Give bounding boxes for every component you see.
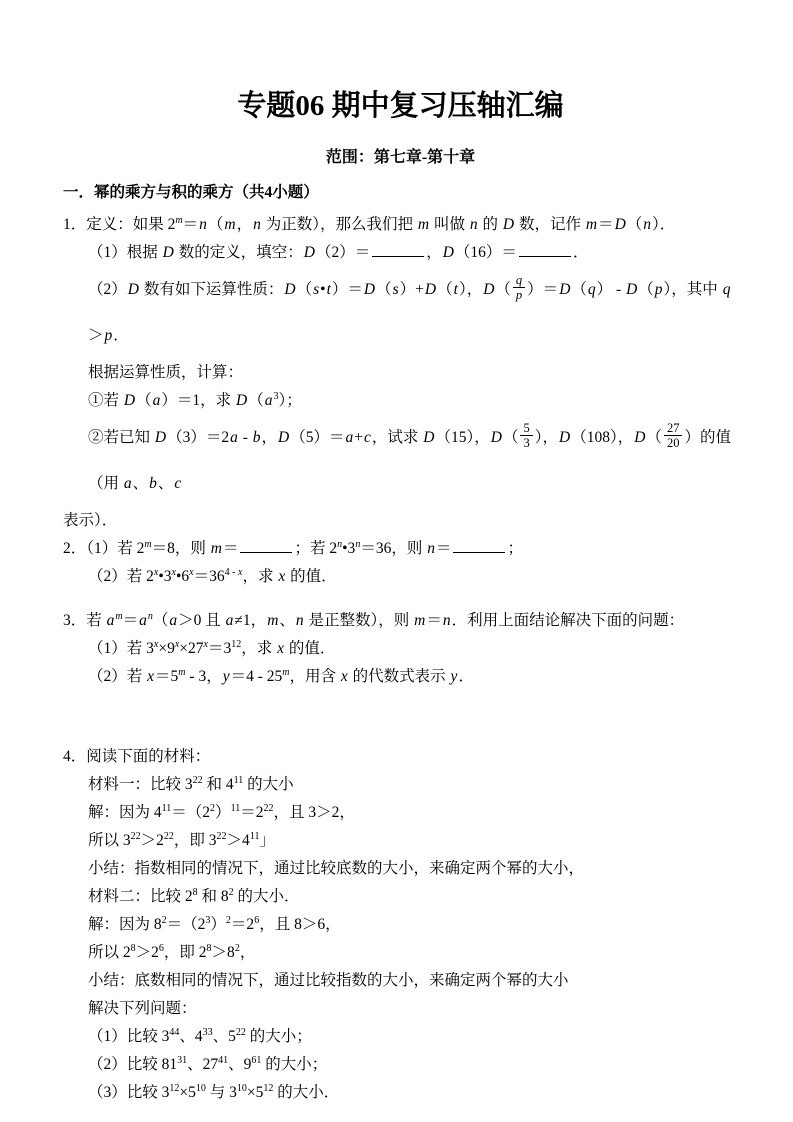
math-superscript: 11 xyxy=(230,802,241,814)
math-variable: n xyxy=(469,215,478,233)
math-superscript: m xyxy=(144,538,152,550)
math-superscript: 2 xyxy=(234,942,240,954)
math-variable: n xyxy=(199,215,207,233)
math-superscript: x xyxy=(189,566,194,578)
math-variable: D xyxy=(278,428,290,446)
q1-compute-1: ①若 D（a）＝1，求 $D(a^3)$； xyxy=(88,390,302,409)
math-superscript: x xyxy=(153,566,159,578)
math-variable: a xyxy=(123,474,132,492)
q4-intro: 4．阅读下面的材料： xyxy=(63,747,211,765)
math-variable: x xyxy=(278,567,286,585)
q4-material1-solution: 解：因为 $4^{11}=(2^2)^{11}=2^{22}$，且 3＞2， xyxy=(88,802,355,821)
math-variable: b xyxy=(252,428,261,446)
math-superscript: n xyxy=(147,610,153,622)
math-variable: m xyxy=(585,215,598,233)
math-superscript: m xyxy=(115,610,123,622)
math-variable: a xyxy=(169,611,178,629)
math-variable: m xyxy=(210,539,222,557)
q3-part1: （1）若 $3^x\times 9^x\times 27^x=3^{12}$，求 x 的值． xyxy=(88,638,336,657)
math-superscript: 22 xyxy=(163,830,174,842)
answer-blank xyxy=(453,539,505,553)
math-superscript: 3 xyxy=(273,390,279,402)
math-superscript: 22 xyxy=(263,802,274,814)
q4-material1-conclusion: 所以 $3^{22}>2^{22}$，即 $3^{22}>4^{11}$」 xyxy=(88,830,275,849)
math-superscript: 11 xyxy=(233,774,244,786)
math-variable: D xyxy=(123,391,136,409)
q4-material2-solution: 解：因为 $8^2=(2^3)^2=2^6$，且 8＞6， xyxy=(88,914,341,933)
math-variable: a xyxy=(264,391,273,409)
answer-blank xyxy=(519,243,571,257)
math-superscript: 11 xyxy=(249,830,260,842)
answer-blank xyxy=(240,539,292,553)
q2-part2: （2）若 $2^x•3^x•6^x=36^{4 - x}$，求 x 的值． xyxy=(88,566,337,585)
math-superscript: 22 xyxy=(192,774,203,786)
math-variable: D xyxy=(284,280,296,298)
math-variable: D xyxy=(236,391,248,409)
q3-intro: 3．若 $a^m=a^n(a>0$ 且 a≠1，m、n 是正整数），则 m＝n．利用上面结论解决下面的问题： xyxy=(63,610,685,629)
math-superscript: m xyxy=(178,666,186,678)
math-variable: D xyxy=(162,243,174,261)
math-variable: D xyxy=(502,215,515,233)
math-variable: a xyxy=(139,611,147,629)
math-variable: t xyxy=(453,280,458,298)
math-variable: t xyxy=(326,280,331,298)
math-superscript: 8 xyxy=(130,942,136,954)
math-superscript: 10 xyxy=(195,1082,206,1094)
math-superscript: x xyxy=(174,638,180,650)
math-variable: y xyxy=(450,667,458,685)
math-superscript: n xyxy=(355,538,361,550)
math-superscript: 6 xyxy=(254,914,260,926)
math-variable: c xyxy=(364,428,371,446)
q4-material1-summary: 小结：指数相同的情况下，通过比较底数的大小，来确定两个幂的大小， xyxy=(88,859,585,877)
math-variable: D xyxy=(423,428,435,446)
math-variable: m xyxy=(267,611,279,629)
document-subtitle: 范围：第七章-第十章 xyxy=(325,149,476,167)
math-superscript: 4 - x xyxy=(224,566,243,578)
math-superscript: 10 xyxy=(236,1082,247,1094)
math-superscript: 3 xyxy=(205,914,211,926)
math-superscript: 12 xyxy=(169,1082,180,1094)
math-superscript: 44 xyxy=(169,1026,180,1038)
math-superscript: 2 xyxy=(228,886,234,898)
math-superscript: 41 xyxy=(218,1054,229,1066)
answer-blank xyxy=(372,243,424,257)
math-superscript: 22 xyxy=(130,830,141,842)
math-variable: y xyxy=(222,667,230,685)
math-superscript: 6 xyxy=(158,942,164,954)
math-variable: D xyxy=(626,280,638,298)
math-superscript: x xyxy=(153,638,159,650)
math-variable: m xyxy=(224,215,236,233)
math-variable: q xyxy=(587,280,596,298)
math-variable: D xyxy=(442,243,454,261)
math-variable: a xyxy=(230,428,238,446)
q4-material2-conclusion: 所以 $2^8>2^6$，即 $2^8>8^2$， xyxy=(88,942,256,961)
math-variable: a xyxy=(152,391,161,409)
math-superscript: 8 xyxy=(206,942,212,954)
math-superscript: 61 xyxy=(251,1054,262,1066)
q4-problem2: （2）比较 $81^{31}$、$27^{41}$、$9^{61}$ 的大小； xyxy=(88,1054,328,1073)
math-superscript: 8 xyxy=(192,886,198,898)
math-variable: D xyxy=(154,428,167,446)
math-variable: b xyxy=(149,474,157,492)
math-superscript: 11 xyxy=(161,802,172,814)
math-superscript: x xyxy=(203,638,208,650)
math-variable: x xyxy=(277,639,285,657)
math-variable: D xyxy=(559,428,571,446)
q1-intro: 1．定义：如果 $2^m=n(m$，n 为正数），那么我们把 m 叫做 n 的 D 数，记作 m＝D（n）． xyxy=(63,214,676,233)
document-title: 专题06 期中复习压轴汇编 xyxy=(237,90,564,122)
math-superscript: 2 xyxy=(225,914,231,926)
math-variable: p xyxy=(654,280,663,298)
math-variable: D xyxy=(634,428,646,446)
q2-part1: 2．（1）若 $2^m=8$，则 m＝ ；若 $2^n•3^n=36$，则 n＝ ； xyxy=(63,538,523,557)
math-variable: D xyxy=(483,280,495,298)
math-fraction: $\frac{5}{3}$ xyxy=(520,421,532,451)
math-variable: m xyxy=(417,215,430,233)
math-superscript: 33 xyxy=(202,1026,213,1038)
q1-part1: （1）根据 D 数的定义，填空：D（2）＝ ，D（16）＝ ． xyxy=(88,243,589,261)
math-superscript: 12 xyxy=(263,1082,274,1094)
math-superscript: m xyxy=(282,666,290,678)
math-fraction: $\frac{q}{p}$ xyxy=(513,273,525,303)
math-variable: D xyxy=(127,280,139,298)
q4-material2: 材料二：比较 $2^8$ 和 $8^2$ 的大小． xyxy=(88,886,300,905)
math-variable: p xyxy=(104,326,113,344)
math-variable: n xyxy=(295,611,304,629)
math-variable: s xyxy=(313,280,320,298)
math-variable: n xyxy=(253,215,261,233)
q1-compute-label: 根据运算性质，计算： xyxy=(88,363,244,381)
math-variable: a xyxy=(345,428,354,446)
q1-compute-2-cont: 表示）． xyxy=(63,511,118,529)
math-variable: a xyxy=(106,611,115,629)
math-variable: m xyxy=(414,611,426,629)
math-variable: n xyxy=(427,539,435,557)
math-superscript: n xyxy=(337,538,343,550)
questions-container xyxy=(63,211,738,1107)
math-variable: n xyxy=(643,215,652,233)
q4-solve-label: 解决下列问题： xyxy=(88,999,197,1017)
math-variable: q xyxy=(722,280,731,298)
math-variable: D xyxy=(424,280,437,298)
q4-material2-summary: 小结：底数相同的情况下，通过比较指数的大小，来确定两个幂的大小 xyxy=(88,971,569,989)
math-superscript: 12 xyxy=(231,638,242,650)
math-variable: c xyxy=(174,474,182,492)
math-superscript: 2 xyxy=(210,802,216,814)
math-superscript: 22 xyxy=(235,1026,246,1038)
q4-material1: 材料一：比较 $3^{22}$ 和 $4^{11}$ 的大小 xyxy=(88,774,294,793)
math-superscript: 22 xyxy=(216,830,227,842)
math-variable: D xyxy=(559,280,571,298)
q4-problem1: （1）比较 $3^{44}$、$4^{33}$、$5^{22}$ 的大小； xyxy=(88,1026,312,1045)
q1-compute-2: ②若已知 D（3）＝2a - b，D（5）＝a+c，试求 D（15），D（ $\frac{5}{3}$ ），D（108），D（ $\frac{27}{20}$ ）的值（用 a、b、c xyxy=(88,421,731,492)
math-variable: x xyxy=(147,667,155,685)
math-variable: n xyxy=(442,611,451,629)
math-fraction: $\frac{27}{20}$ xyxy=(664,421,683,451)
math-variable: s xyxy=(392,280,399,298)
math-variable: D xyxy=(363,280,376,298)
math-superscript: 2 xyxy=(161,914,167,926)
section-heading: 一．幂的乘方与积的乘方（共4小题） xyxy=(63,184,319,202)
math-variable: D xyxy=(614,215,626,233)
math-variable: D xyxy=(303,243,315,261)
math-variable: x xyxy=(340,667,348,685)
q3-part2: （2）若 $x=5^m - 3$，y＝4 - 25$^m$，用含 x 的代数式表示 y． xyxy=(88,666,474,685)
math-superscript: x xyxy=(171,566,176,578)
q4-problem3: （3）比较 $3^{12}\times 5^{10}$ 与 $3^{10}\times 5^{12}$ 的大小． xyxy=(88,1082,340,1101)
math-variable: x xyxy=(237,566,243,578)
math-variable: D xyxy=(490,428,502,446)
math-superscript: 31 xyxy=(177,1054,188,1066)
math-variable: a xyxy=(225,611,234,629)
math-superscript: m xyxy=(175,214,183,226)
q1-part2: （2）D 数有如下运算性质：D（s•t）＝D（s）+D（t），D（ $\frac{q}{p}$ ）＝D（q） - D（p），其中 q＞p． xyxy=(88,273,731,344)
